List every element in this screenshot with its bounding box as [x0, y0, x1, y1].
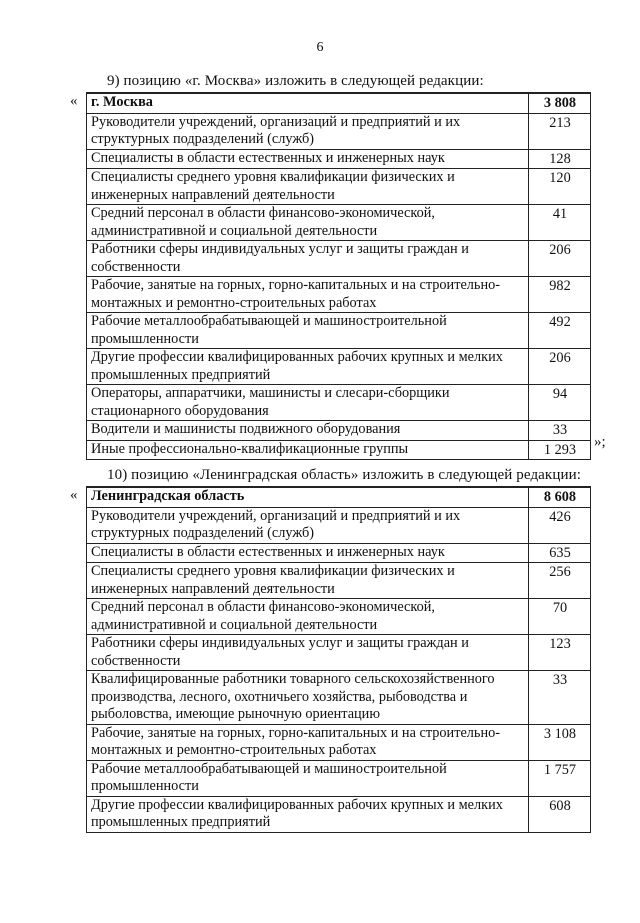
occupation-name: Специалисты в области естественных и инженерных наук: [87, 543, 529, 563]
occupation-value: 120: [529, 169, 591, 205]
occupation-name: Водители и машинисты подвижного оборудования: [87, 421, 529, 441]
occupation-name: Специалисты среднего уровня квалификации физических и инженерных направлений деятельности: [87, 563, 529, 599]
occupation-name: Специалисты среднего уровня квалификации физических и инженерных направлений деятельности: [87, 169, 529, 205]
occupation-name: Операторы, аппаратчики, машинисты и слесари-сборщики стационарного оборудования: [87, 385, 529, 421]
occupation-name: Рабочие металлообрабатывающей и машиностроительной промышленности: [87, 760, 529, 796]
occupation-value: 492: [529, 313, 591, 349]
table-row: [87, 440, 591, 460]
occupation-value: 123: [529, 635, 591, 671]
table-row: [87, 543, 591, 563]
table-row: [87, 349, 591, 385]
leningrad-table: [86, 486, 591, 833]
table-row: [87, 599, 591, 635]
region-name: Ленинградская область: [87, 487, 529, 507]
occupation-value: 94: [529, 385, 591, 421]
table-row: [87, 724, 591, 760]
occupation-value: 426: [529, 507, 591, 543]
occupation-name: Другие профессии квалифицированных рабочих крупных и мелких промышленных предприятий: [87, 349, 529, 385]
opening-quote-moscow: «: [70, 93, 78, 109]
occupation-value: 1 757: [529, 760, 591, 796]
table-row: [87, 796, 591, 832]
occupation-name: Рабочие, занятые на горных, горно-капитальных и на строительно-монтажных и ремонтно-строительных работах: [87, 724, 529, 760]
region-total: 3 808: [529, 93, 591, 113]
moscow-table: [86, 92, 591, 460]
table-row: [87, 113, 591, 149]
table-row: [87, 169, 591, 205]
occupation-value: 128: [529, 149, 591, 169]
occupation-name: Квалифицированные работники товарного сельскохозяйственного производства, лесного, охотничьего хозяйства, рыбоводства и рыболовства, имеющие рыночную ориентацию: [87, 671, 529, 725]
table-row: [87, 563, 591, 599]
closing-quote-moscow: »;: [594, 434, 606, 450]
table-row: [87, 760, 591, 796]
occupation-value: 213: [529, 113, 591, 149]
occupation-name: Специалисты в области естественных и инженерных наук: [87, 149, 529, 169]
occupation-value: 982: [529, 277, 591, 313]
occupation-name: Другие профессии квалифицированных рабочих крупных и мелких промышленных предприятий: [87, 796, 529, 832]
occupation-name: Рабочие металлообрабатывающей и машиностроительной промышленности: [87, 313, 529, 349]
table-row: [87, 671, 591, 725]
table-row: [87, 313, 591, 349]
section-title-leningrad: 10) позицию «Ленинградская область» изложить в следующей редакции:: [107, 467, 581, 483]
occupation-value: 3 108: [529, 724, 591, 760]
opening-quote-leningrad: «: [70, 487, 78, 503]
occupation-value: 33: [529, 671, 591, 725]
occupation-name: Работники сферы индивидуальных услуг и защиты граждан и собственности: [87, 241, 529, 277]
table-row: [87, 205, 591, 241]
occupation-value: 206: [529, 241, 591, 277]
occupation-name: Средний персонал в области финансово-экономической, административной и социальной деятельности: [87, 599, 529, 635]
occupation-name: Рабочие, занятые на горных, горно-капитальных и на строительно-монтажных и ремонтно-строительных работах: [87, 277, 529, 313]
table-row: [87, 507, 591, 543]
table-row: [87, 277, 591, 313]
occupation-value: 1 293: [529, 440, 591, 460]
occupation-name: Иные профессионально-квалификационные группы: [87, 440, 529, 460]
table-row: [87, 635, 591, 671]
section-title-moscow: 9) позицию «г. Москва» изложить в следующей редакции:: [107, 73, 484, 89]
table-row: [87, 149, 591, 169]
occupation-name: Работники сферы индивидуальных услуг и защиты граждан и собственности: [87, 635, 529, 671]
table-header-row: [87, 93, 591, 113]
table-header-row: [87, 487, 591, 507]
occupation-name: Руководители учреждений, организаций и предприятий и их структурных подразделений (служб): [87, 113, 529, 149]
occupation-value: 608: [529, 796, 591, 832]
occupation-value: 70: [529, 599, 591, 635]
table-row: [87, 385, 591, 421]
table-row: [87, 241, 591, 277]
occupation-value: 41: [529, 205, 591, 241]
occupation-value: 635: [529, 543, 591, 563]
occupation-name: Средний персонал в области финансово-экономической, административной и социальной деятельности: [87, 205, 529, 241]
occupation-name: Руководители учреждений, организаций и предприятий и их структурных подразделений (служб): [87, 507, 529, 543]
occupation-value: 206: [529, 349, 591, 385]
page-number: 6: [316, 40, 324, 55]
table-row: [87, 421, 591, 441]
occupation-value: 256: [529, 563, 591, 599]
region-total: 8 608: [529, 487, 591, 507]
occupation-value: 33: [529, 421, 591, 441]
region-name: г. Москва: [87, 93, 529, 113]
